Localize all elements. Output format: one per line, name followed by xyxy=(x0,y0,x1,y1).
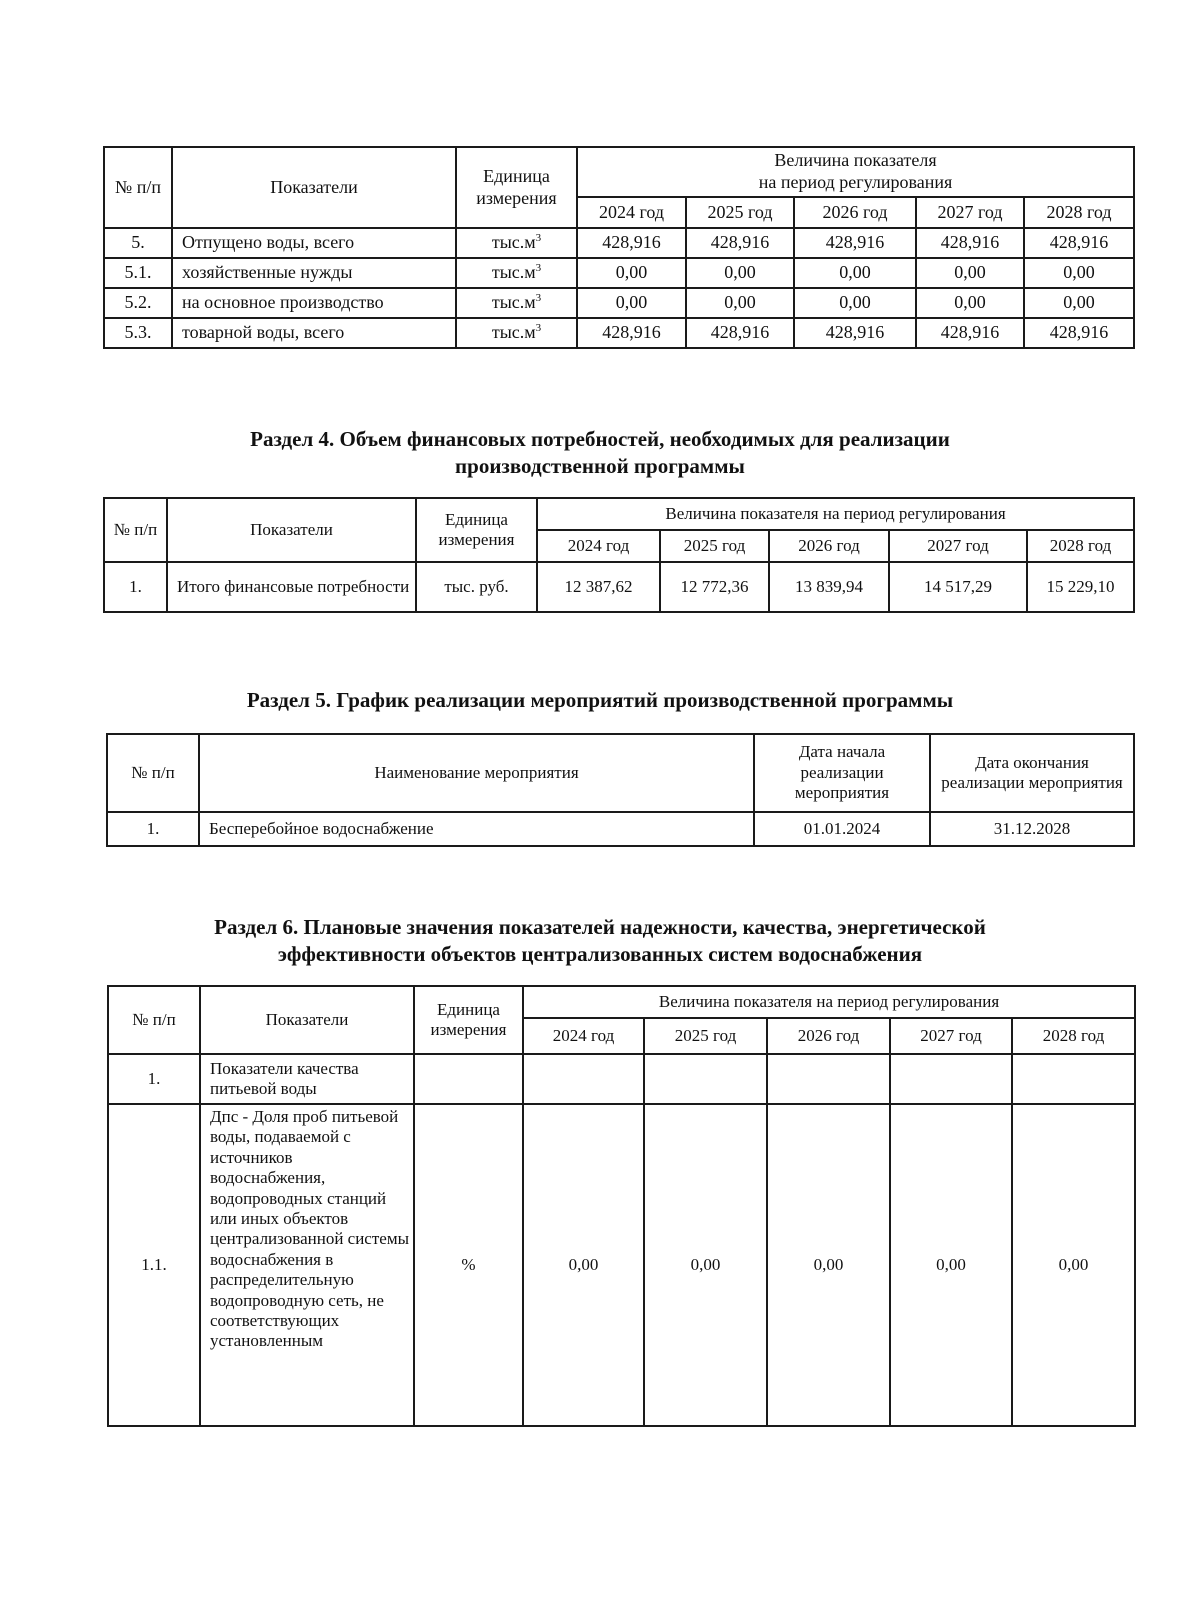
header-end: Дата окончания реализации мероприятия xyxy=(930,734,1134,812)
row-name: Бесперебойное водоснабжение xyxy=(199,812,754,846)
row-end: 31.12.2028 xyxy=(930,812,1134,846)
header-start: Дата начала реализации мероприятия xyxy=(754,734,930,812)
row-value: 12 772,36 xyxy=(660,562,769,612)
row-name: товарной воды, всего xyxy=(172,318,456,348)
header-unit: Единица измерения xyxy=(456,147,577,228)
row-num: 5.2. xyxy=(104,288,172,318)
row-value: 428,916 xyxy=(686,318,794,348)
header-year: 2026 год xyxy=(794,197,916,228)
section6-title-line1: Раздел 6. Плановые значения показателей надежности, качества, энергетической xyxy=(214,915,986,939)
row-name: Дпс - Доля проб питьевой воды, подаваемой с источников водоснабжения, водопроводных станций или иных объектов централизованной системы водоснабжения в распределительную водопроводную сеть, не соответствующих установленным xyxy=(200,1104,414,1426)
row-num: 1.1. xyxy=(108,1104,200,1426)
section5-title xyxy=(100,687,1100,714)
header-value xyxy=(577,147,1134,197)
header-year: 2027 год xyxy=(916,197,1024,228)
header-year: 2028 год xyxy=(1024,197,1134,228)
water-release-table xyxy=(103,146,1135,349)
header-value-line1: Величина показателя xyxy=(774,150,937,171)
row-unit xyxy=(414,1054,523,1104)
table-row xyxy=(104,228,1134,258)
row-value: 0,00 xyxy=(794,288,916,318)
table-row xyxy=(107,812,1134,846)
row-value xyxy=(767,1054,890,1104)
header-num: № п/п xyxy=(107,734,199,812)
header-year: 2027 год xyxy=(890,1018,1012,1054)
row-num: 1. xyxy=(108,1054,200,1104)
row-value: 0,00 xyxy=(686,288,794,318)
table-row xyxy=(104,288,1134,318)
section5-title-line: Раздел 5. График реализации мероприятий производственной программы xyxy=(246,688,954,712)
row-num: 5.1. xyxy=(104,258,172,288)
row-value: 428,916 xyxy=(916,318,1024,348)
row-value: 0,00 xyxy=(767,1104,890,1426)
row-value: 428,916 xyxy=(577,228,686,258)
row-value: 0,00 xyxy=(794,258,916,288)
row-value: 13 839,94 xyxy=(769,562,889,612)
row-unit: $тыс.м^3$ xyxy=(456,228,577,258)
row-value: 0,00 xyxy=(1024,258,1134,288)
row-num: 5. xyxy=(104,228,172,258)
row-value: 0,00 xyxy=(890,1104,1012,1426)
section4-title xyxy=(100,426,1100,481)
table-row xyxy=(108,1104,1135,1426)
header-num: № п/п xyxy=(104,498,167,562)
section4-title-line1: Раздел 4. Объем финансовых потребностей, необходимых для реализации xyxy=(250,427,950,451)
row-value: 15 229,10 xyxy=(1027,562,1134,612)
header-value-line2: на период регулирования xyxy=(758,172,953,192)
header-year: 2026 год xyxy=(767,1018,890,1054)
row-num: 5.3. xyxy=(104,318,172,348)
header-year: 2028 год xyxy=(1012,1018,1135,1054)
row-name: на основное производство xyxy=(172,288,456,318)
header-year: 2025 год xyxy=(660,530,769,562)
row-unit: тыс. руб. xyxy=(416,562,537,612)
row-value: 0,00 xyxy=(916,258,1024,288)
row-value: 0,00 xyxy=(686,258,794,288)
row-unit: $тыс.м^3$ xyxy=(456,258,577,288)
header-year: 2027 год xyxy=(889,530,1027,562)
row-value: 0,00 xyxy=(577,288,686,318)
header-name: Наименование мероприятия xyxy=(199,734,754,812)
row-value: 12 387,62 xyxy=(537,562,660,612)
header-indicator: Показатели xyxy=(200,986,414,1054)
table-row xyxy=(108,1054,1135,1104)
table-row xyxy=(104,562,1134,612)
financial-needs-table xyxy=(103,497,1135,613)
header-year: 2026 год xyxy=(769,530,889,562)
header-num: № п/п xyxy=(104,147,172,228)
row-unit: $тыс.м^3$ xyxy=(456,318,577,348)
row-value: 428,916 xyxy=(794,318,916,348)
header-unit: Единица измерения xyxy=(416,498,537,562)
header-unit: Единица измерения xyxy=(414,986,523,1054)
row-value: 428,916 xyxy=(686,228,794,258)
header-year: 2024 год xyxy=(577,197,686,228)
row-num: 1. xyxy=(107,812,199,846)
row-value xyxy=(890,1054,1012,1104)
header-year: 2028 год xyxy=(1027,530,1134,562)
header-year: 2024 год xyxy=(523,1018,644,1054)
row-name: хозяйственные нужды xyxy=(172,258,456,288)
row-value: 428,916 xyxy=(1024,318,1134,348)
schedule-table xyxy=(106,733,1135,847)
header-year: 2024 год xyxy=(537,530,660,562)
row-value: 428,916 xyxy=(916,228,1024,258)
header-indicator: Показатели xyxy=(172,147,456,228)
section6-title-line2: эффективности объектов централизованных систем водоснабжения xyxy=(277,942,923,967)
row-value: 0,00 xyxy=(1012,1104,1135,1426)
header-num: № п/п xyxy=(108,986,200,1054)
row-value: 0,00 xyxy=(1024,288,1134,318)
row-start: 01.01.2024 xyxy=(754,812,930,846)
row-value: 428,916 xyxy=(577,318,686,348)
row-name: Отпущено воды, всего xyxy=(172,228,456,258)
row-value xyxy=(523,1054,644,1104)
header-year: 2025 год xyxy=(686,197,794,228)
row-value: 0,00 xyxy=(916,288,1024,318)
section4-title-line2: производственной программы xyxy=(455,454,745,479)
header-year: 2025 год xyxy=(644,1018,767,1054)
section6-title xyxy=(100,914,1100,969)
table-row xyxy=(104,318,1134,348)
row-unit: % xyxy=(414,1104,523,1426)
row-value xyxy=(644,1054,767,1104)
row-value xyxy=(1012,1054,1135,1104)
quality-indicators-table xyxy=(107,985,1136,1427)
row-num: 1. xyxy=(104,562,167,612)
row-unit: $тыс.м^3$ xyxy=(456,288,577,318)
row-value: 0,00 xyxy=(523,1104,644,1426)
row-value: 428,916 xyxy=(1024,228,1134,258)
row-name: Показатели качества питьевой воды xyxy=(200,1054,414,1104)
header-value: Величина показателя на период регулирования xyxy=(523,986,1135,1018)
row-value: 0,00 xyxy=(577,258,686,288)
row-value: 428,916 xyxy=(794,228,916,258)
row-value: 0,00 xyxy=(644,1104,767,1426)
table-row xyxy=(104,258,1134,288)
header-indicator: Показатели xyxy=(167,498,416,562)
row-value: 14 517,29 xyxy=(889,562,1027,612)
row-name: Итого финансовые потребности xyxy=(167,562,416,612)
header-value: Величина показателя на период регулирования xyxy=(537,498,1134,530)
